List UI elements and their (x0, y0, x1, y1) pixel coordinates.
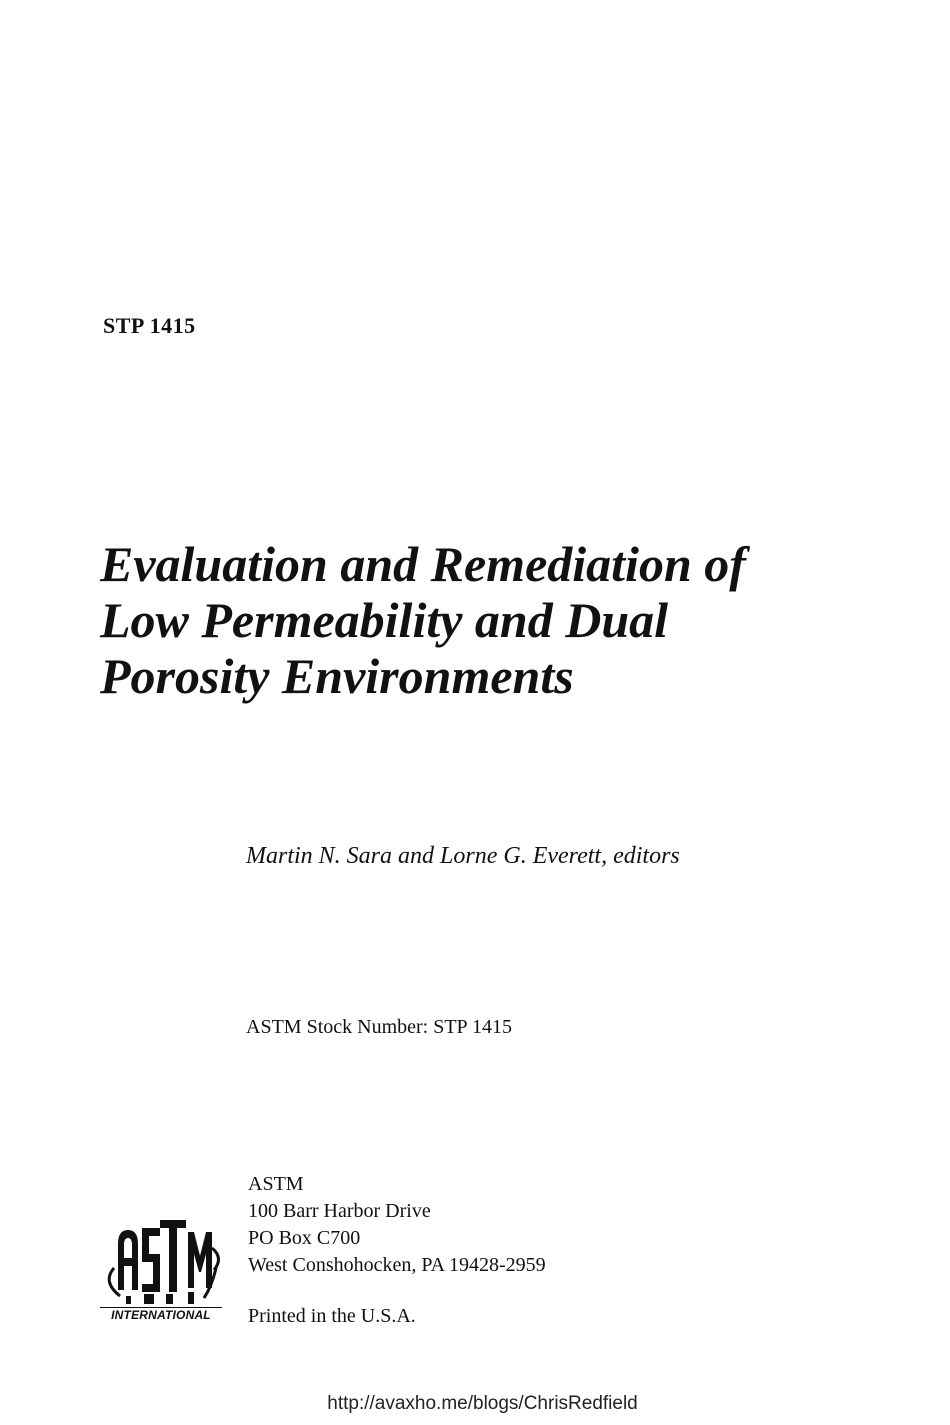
book-title (100, 536, 900, 704)
printed-note: Printed in the U.S.A. (248, 1305, 416, 1327)
title-line-1: Evaluation and Remediation of (100, 536, 746, 592)
footer-url: http://avaxho.me/blogs/ChrisRedfield (327, 1393, 638, 1414)
logo-wordmark: INTERNATIONAL (111, 1308, 211, 1322)
title-line-2: Low Permeability and Dual (100, 592, 669, 648)
address-line-2: 100 Barr Harbor Drive (248, 1200, 431, 1222)
address-line-4: West Conshohocken, PA 19428-2959 (248, 1254, 546, 1276)
stock-number: ASTM Stock Number: STP 1415 (246, 1016, 512, 1038)
address-line-3: PO Box C700 (248, 1227, 361, 1249)
editors-line: Martin N. Sara and Lorne G. Everett, editors (246, 843, 680, 869)
address-line-1: ASTM (248, 1173, 304, 1195)
publisher-address (248, 1171, 546, 1279)
title-line-3: Porosity Environments (100, 648, 574, 704)
series-label: STP 1415 (103, 313, 196, 338)
astm-international-logo-icon (100, 1208, 222, 1330)
